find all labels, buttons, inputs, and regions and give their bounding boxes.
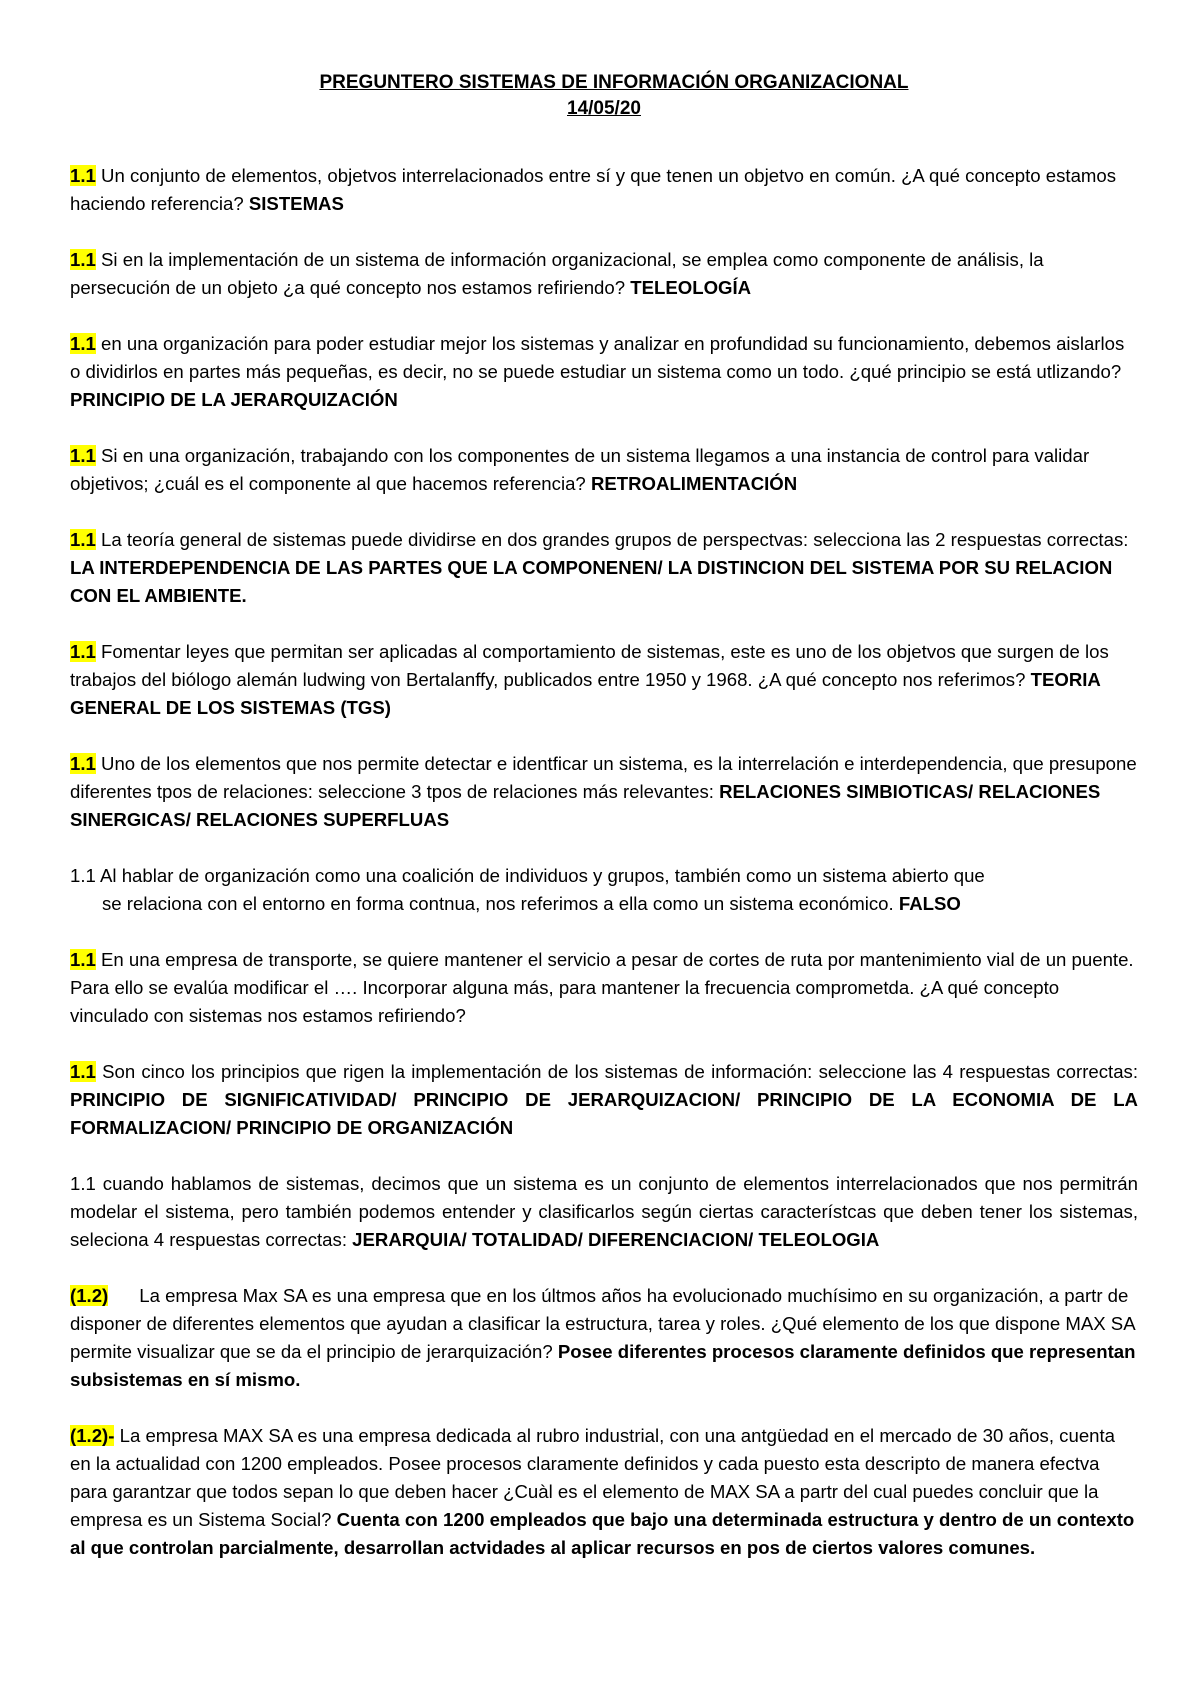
question-item <box>70 1058 1138 1142</box>
question-number: 1.1 <box>70 249 96 270</box>
question-answer: PRINCIPIO DE LA JERARQUIZACIÓN <box>70 389 398 410</box>
question-text: Al hablar de organización como una coalición de individuos y grupos, también como un sistema abierto que <box>95 865 985 886</box>
question-number: 1.1 <box>70 865 96 886</box>
question-text: Un conjunto de elementos, objetvos interrelacionados entre sí y que tenen un objetvo en común. ¿A qué concepto estamos haciendo referencia? <box>70 165 1117 214</box>
question-text-line: se relaciona con el entorno en forma contnua, nos referimos a ella como un sistema económico. <box>102 893 899 914</box>
question-answer: JERARQUIA/ TOTALIDAD/ DIFERENCIACION/ TELEOLOGIA <box>352 1229 880 1250</box>
question-item <box>70 1282 1138 1394</box>
question-answer: Cuenta con 1200 empleados que bajo una determinada estructura y dentro de un contexto al que controlan parcialmente, desarrollan actvidades al aplicar recursos en pos de ciertos valores comunes. <box>70 1509 1135 1558</box>
question-item <box>70 442 1138 498</box>
question-number: 1.1 <box>70 949 96 970</box>
question-item <box>70 526 1138 610</box>
question-text: cuando hablamos de sistemas, decimos que un sistema es un conjunto de elementos interrelacionados que nos permitrán modelar el sistema, pero también podemos entender y clasificarlos según ciertas característcas que deben tener los sistemas, seleciona 4 respuestas correctas: <box>70 1173 1138 1250</box>
question-item <box>70 162 1138 218</box>
question-text: En una empresa de transporte, se quiere mantener el servicio a pesar de cortes de ruta por mantenimiento vial de un puente. Para ello se evalúa modificar el …. Incorporar alguna más, para mantener la frecuencia comprometda. ¿A qué concepto vinculado con sistemas nos estamos refiriendo? <box>70 949 1134 1026</box>
question-answer: RELACIONES SIMBIOTICAS/ RELACIONES SINERGICAS/ RELACIONES SUPERFLUAS <box>70 781 1101 830</box>
question-item <box>70 1170 1138 1254</box>
question-answer: LA INTERDEPENDENCIA DE LAS PARTES QUE LA COMPONENEN/ LA DISTINCION DEL SISTEMA POR SU RELACION CON EL AMBIENTE. <box>70 557 1113 606</box>
question-item <box>70 750 1138 834</box>
question-text: La empresa MAX SA es una empresa dedicada al rubro industrial, con una antgüedad en el mercado de 30 años, cuenta en la actualidad con 1200 empleados. Posee procesos claramente definidos y cada puesto esta descripto de manera efectva para garantzar que todos sepan lo que deben hacer ¿Cuàl es el elemento de MAX SA a partr del cual puedes concluir que la empresa es un Sistema Social? <box>70 1425 1116 1530</box>
question-answer: RETROALIMENTACIÓN <box>590 473 798 494</box>
question-number: 1.1 <box>70 445 96 466</box>
question-item <box>70 246 1138 302</box>
question-item <box>70 946 1138 1030</box>
question-item <box>70 330 1138 414</box>
question-number: 1.1 <box>70 1061 96 1082</box>
question-number: (1.2)- <box>70 1425 115 1446</box>
question-number: 1.1 <box>70 641 96 662</box>
question-item <box>70 1422 1138 1562</box>
question-text: Son cinco los principios que rigen la implementación de los sistemas de información: seleccione las 4 respuestas correctas: <box>95 1061 1138 1082</box>
question-text-continued <box>70 890 1138 918</box>
document-date: 14/05/20 <box>567 98 641 119</box>
question-number: 1.1 <box>70 1173 96 1194</box>
question-item <box>70 862 1138 918</box>
question-answer: FALSO <box>898 893 961 914</box>
question-text: Si en la implementación de un sistema de información organizacional, se emplea como componente de análisis, la persecución de un objeto ¿a qué concepto nos estamos refiriendo? <box>70 249 1044 298</box>
question-text: La empresa Max SA es una empresa que en los últmos años ha evolucionado muchísimo en su organización, a partr de disponer de diferentes elementos que ayudan a clasificar la estructura, tarea y roles. ¿Qué elemento de los que dispone MAX SA permite visualizar que se da el principio de jerarquización? <box>70 1285 1140 1362</box>
question-answer: Posee diferentes procesos claramente definidos que representan subsistemas en sí mismo. <box>70 1341 1136 1390</box>
document-header <box>70 70 1138 122</box>
question-text: Fomentar leyes que permitan ser aplicadas al comportamiento de sistemas, este es uno de los objetvos que surgen de los trabajos del biólogo alemán ludwing von Bertalanffy, publicados entre 1950 y 1968. ¿A qué concepto nos referimos? <box>70 641 1109 690</box>
question-text: Uno de los elementos que nos permite detectar e identficar un sistema, es la interrelación e interdependencia, que presupone diferentes tpos de relaciones: seleccione 3 tpos de relaciones más relevantes: <box>70 753 1137 802</box>
question-answer: SISTEMAS <box>248 193 344 214</box>
question-answer: TELEOLOGÍA <box>630 277 752 298</box>
question-number: 1.1 <box>70 529 96 550</box>
question-number: 1.1 <box>70 165 96 186</box>
question-number: 1.1 <box>70 333 96 354</box>
question-number: (1.2) <box>70 1285 109 1306</box>
question-answer: PRINCIPIO DE SIGNIFICATIVIDAD/ PRINCIPIO DE JERARQUIZACION/ PRINCIPIO DE LA ECONOMIA DE LA FORMALIZACION/ PRINCIPIO DE ORGANIZACIÓN <box>70 1089 1138 1138</box>
question-text: Si en una organización, trabajando con los componentes de un sistema llegamos a una instancia de control para validar objetivos; ¿cuál es el componente al que hacemos referencia? <box>70 445 1090 494</box>
question-text: en una organización para poder estudiar mejor los sistemas y analizar en profundidad su funcionamiento, debemos aislarlos o dividirlos en partes más pequeñas, es decir, no se puede estudiar un sistema como un todo. ¿qué principio se está utlizando? <box>70 333 1125 382</box>
question-item <box>70 638 1138 722</box>
question-list <box>70 162 1138 1562</box>
question-number: 1.1 <box>70 753 96 774</box>
document-title: PREGUNTERO SISTEMAS DE INFORMACIÓN ORGANIZACIONAL <box>319 72 909 93</box>
question-answer: TEORIA GENERAL DE LOS SISTEMAS (TGS) <box>70 669 1101 718</box>
question-text: La teoría general de sistemas puede dividirse en dos grandes grupos de perspectvas: selecciona las 2 respuestas correctas: <box>95 529 1129 550</box>
